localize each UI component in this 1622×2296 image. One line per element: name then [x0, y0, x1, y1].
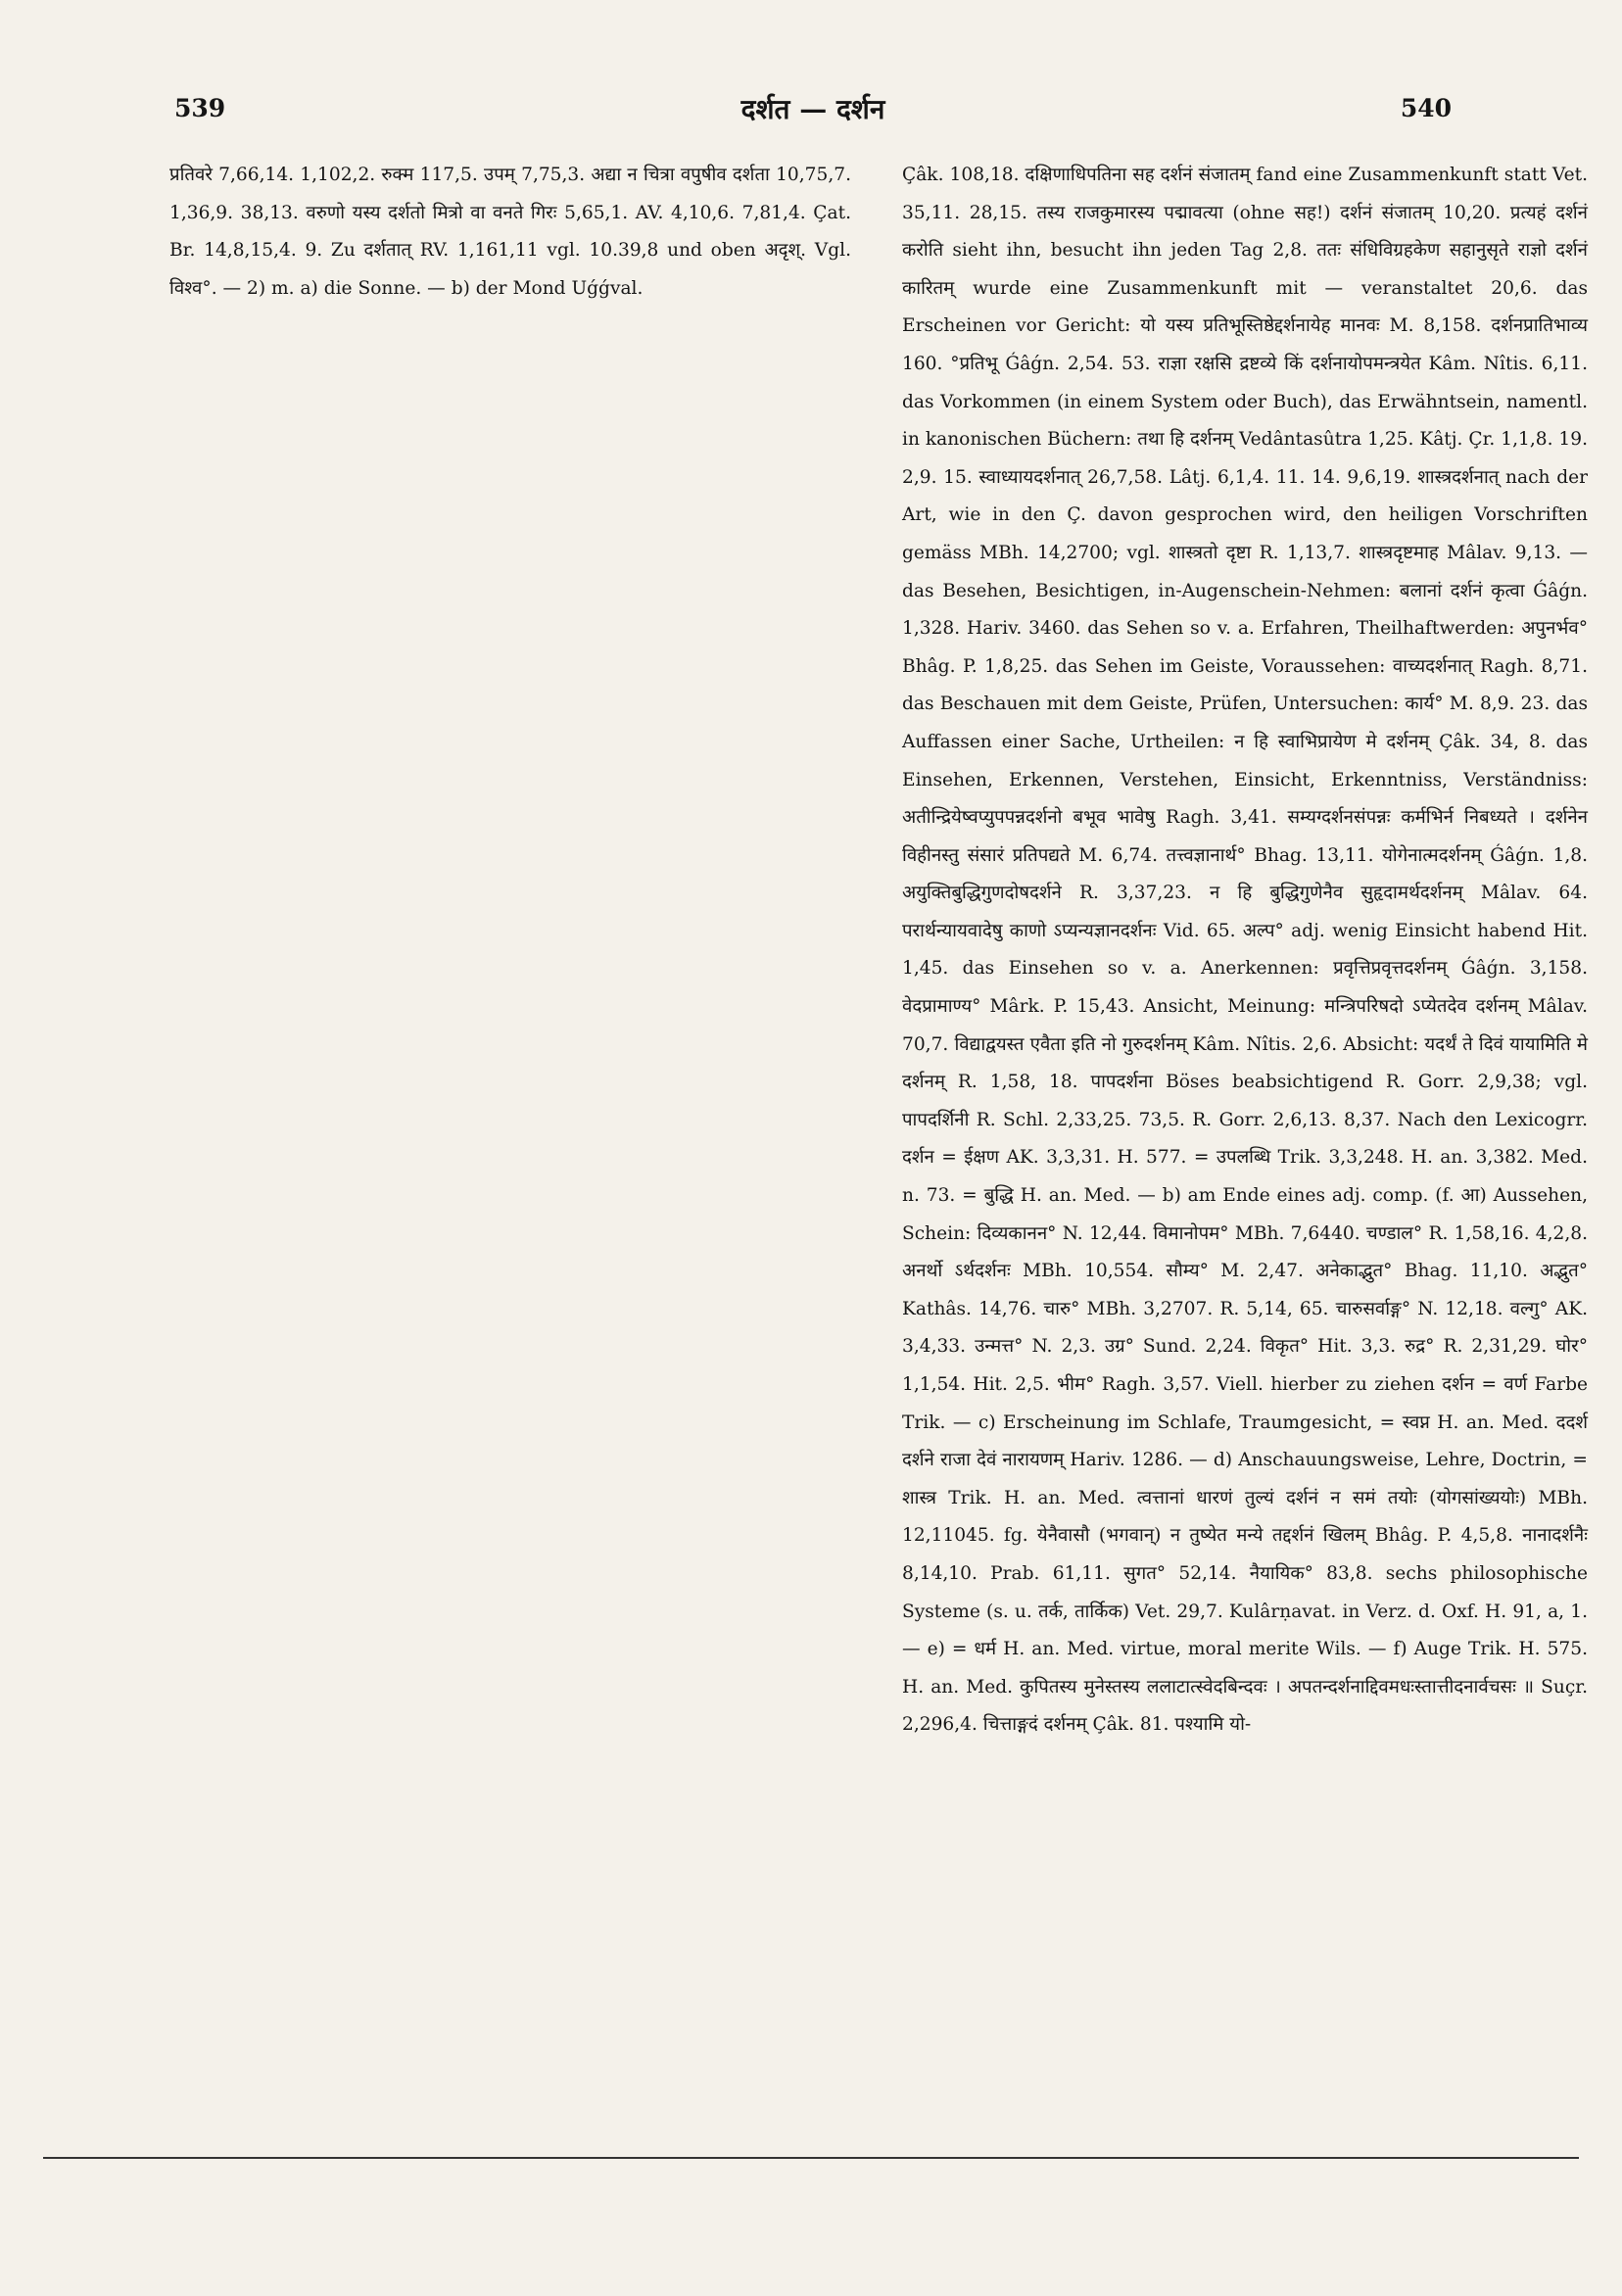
running-title: दर्शत — दर्शन — [740, 93, 885, 125]
entry-continuation: प्रतिवरे 7,66,14. 1,102,2. रुक्म 117,5. उपम् 7,75,3. अद्या न चित्रा वपुषीव दर्शता 10,75,7. 1,36,9. 38,13. वरुणो यस्य दर्शतो मित्रो वा वनते गिरः 5,65,1. AV. 4,10,6. 7,81,4. Çat. Br. 14,8,15,4. 9. Zu दर्शतात् RV. 1,161,11 vgl. 10.39,8 und oben अदृश्. Vgl. विश्व°. — 2) m. a) die Sonne. — b) der Mond Uǵǵval. — [169, 165, 851, 299]
right-column — [902, 157, 1588, 1745]
page-number-left: 539 — [174, 94, 226, 122]
footer-rule — [43, 2157, 1579, 2159]
entry-continuation: Çâk. 108,18. दक्षिणाधिपतिना सह दर्शनं संजातम् fand eine Zusammenkunft statt Vet. 35,11. 28,15. तस्य राजकुमारस्य पद्मावत्या (ohne सह!) दर्शनं संजातम् 10,20. प्रत्यहं दर्शनं करोति sieht ihn, besucht ihn jeden Tag 2,8. ततः संधिविग्रहकेण सहानुसृते राज्ञो दर्शनं कारितम् wurde eine Zusammenkunft mit — veranstaltet 20,6. das Erscheinen vor Gericht: यो यस्य प्रतिभूस्तिष्ठेद्दर्शनायेह मानवः M. 8,158. दर्शनप्रातिभाव्य 160. °प्रतिभू Ǵâǵn. 2,54. 53. राज्ञा रक्षसि द्रष्टव्ये किं दर्शनायोपमन्त्रयेत Kâm. Nîtis. 6,11. das Vorkommen (in einem System oder Buch), das Erwähntsein, namentl. in kanonischen Büchern: तथा हि दर्शनम् Vedântasûtra 1,25. Kâtj. Çr. 1,1,8. 19. 2,9. 15. स्वाध्यायदर्शनात् 26,7,58. Lâtj. 6,1,4. 11. 14. 9,6,19. शास्त्रदर्शनात् nach der Art, wie in den Ç. davon gesprochen wird, den heiligen Vorschriften gemäss MBh. 14,2700; vgl. शास्त्रतो दृष्टा R. 1,13,7. शास्त्रदृष्टमाह Mâlav. 9,13. — das Besehen, Besichtigen, in-Augenschein-Nehmen: बलानां दर्शनं कृत्वा Ǵâǵn. 1,328. Hariv. 3460. das Sehen so v. a. Erfahren, Theilhaftwerden: अपुनर्भव° Bhâg. P. 1,8,25. das Sehen im Geiste, Voraussehen: वाच्यदर्शनात् Ragh. 8,71. das Beschauen mit dem Geiste, Prüfen, Untersuchen: कार्य° M. 8,9. 23. das Auffassen einer Sache, Urtheilen: न हि स्वाभिप्रायेण मे दर्शनम् Çâk. 34, 8. das Einsehen, Erkennen, Verstehen, Einsicht, Erkenntniss, Verständniss: अतीन्द्रियेष्वप्युपपन्नदर्शनो बभूव भावेषु Ragh. 3,41. सम्यग्दर्शनसंपन्नः कर्मभिर्न निबध्यते । दर्शनेन विहीनस्तु संसारं प्रतिपद्यते M. 6,74. तत्त्वज्ञानार्थ° Bhag. 13,11. योगेनात्मदर्शनम् Ǵâǵn. 1,8. अयुक्तिबुद्धिगुणदोषदर्शने R. 3,37,23. न हि बुद्धिगुणेनैव सुहृदामर्थदर्शनम् Mâlav. 64. परार्थन्यायवादेषु काणो ऽप्यन्यज्ञानदर्शनः Vid. 65. अल्प° adj. wenig Einsicht habend Hit. 1,45. das Einsehen so v. a. Anerkennen: प्रवृत्तिप्रवृत्तदर्शनम् Ǵâǵn. 3,158. वेदप्रामाण्य° Mârk. P. 15,43. Ansicht, Meinung: मन्त्रिपरिषदो ऽप्येतदेव दर्शनम् Mâlav. 70,7. विद्याद्वयस्त एवैता इति नो गुरुदर्शनम् Kâm. Nîtis. 2,6. Absicht: यदर्थं ते दिवं यायामिति मे दर्शनम् R. 1,58, 18. पापदर्शना Böses beabsichtigend R. Gorr. 2,9,38; vgl. पापदर्शिनी R. Schl. 2,33,25. 73,5. R. Gorr. 2,6,13. 8,37. Nach den Lexicogrr. दर्शन = ईक्षण AK. 3,3,31. H. 577. = उपलब्धि Trik. 3,3,248. H. an. 3,382. Med. n. 73. = बुद्धि H. an. Med. — b) am Ende eines adj. comp. (f. आ) Aussehen, Schein: दिव्यकानन° N. 12,44. विमानोपम° MBh. 7,6440. चण्डाल° R. 1,58,16. 4,2,8. अनर्थो ऽर्थदर्शनः MBh. 10,554. सौम्य° M. 2,47. अनेकाद्भुत° Bhag. 11,10. अद्भुत° Kathâs. 14,76. चारु° MBh. 3,2707. R. 5,14, 65. चारुसर्वाङ्ग° N. 12,18. वल्गु° AK. 3,4,33. उन्मत्त° N. 2,3. उग्र° Sund. 2,24. विकृत° Hit. 3,3. रुद्र° R. 2,31,29. घोर° 1,1,54. Hit. 2,5. भीम° Ragh. 3,57. Viell. hierber zu ziehen दर्शन = वर्ण Farbe Trik. — c) Erscheinung im Schlafe, Traumgesicht, = स्वप्न H. an. Med. ददर्श दर्शने राजा देवं नारायणम् Hariv. 1286. — d) Anschauungsweise, Lehre, Doctrin, = शास्त्र Trik. H. an. Med. त्वत्तानां धारणं तुल्यं दर्शनं न समं तयोः (योगसांख्ययोः) MBh. 12,11045. fg. येनैवासौ (भगवान्) न तुष्येत मन्ये तद्दर्शनं खिलम् Bhâg. P. 4,5,8. नानादर्शनैः 8,14,10. Prab. 61,11. सुगत° 52,14. नैयायिक° 83,8. sechs philosophische Systeme (s. u. तर्क, तार्किक) Vet. 29,7. Kulârṇavat. in Verz. d. Oxf. H. 91, a, 1. — e) = धर्म H. an. Med. virtue, moral merite Wils. — f) Auge Trik. H. 575. H. an. Med. कुपितस्य मुनेस्तस्य ललाटात्स्वेदबिन्दवः । अपतन्दर्शनाद्दिवमधःस्तात्तीदनार्वचसः ॥ Suçr. 2,296,4. चित्ताङ्गदं दर्शनम् Çâk. 81. पश्यामि यो- — [902, 165, 1588, 1736]
page-header — [174, 94, 1452, 133]
left-column — [169, 157, 851, 308]
page-number-right: 540 — [1400, 94, 1452, 122]
